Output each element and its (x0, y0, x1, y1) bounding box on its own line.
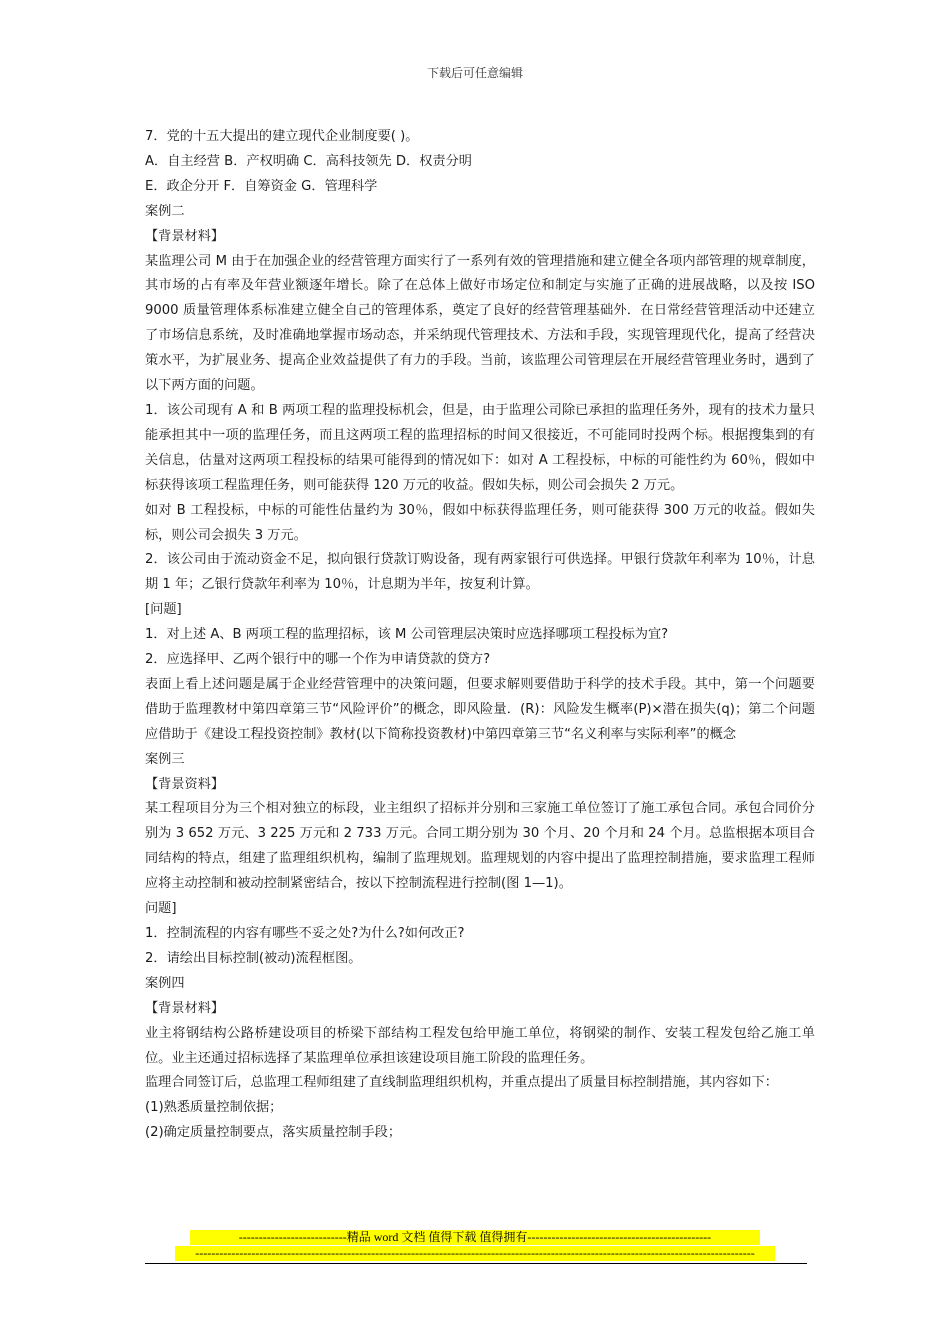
case-3-question-1: 1．控制流程的内容有哪些不妥之处?为什么?如何改正? (145, 926, 465, 941)
page-header: 下载后可任意编辑 (426, 66, 523, 80)
case-4-measure-1: (1)熟悉质量控制依据； (145, 1100, 283, 1116)
case-4-background-text: 业主将钢结构公路桥建设项目的桥梁下部结构工程发包给甲施工单位，将钢梁的制作、安装工程发包给乙施工单位。业主还通过招标选择了某监理单位承担该建设项目施工阶段的监理任务。 (145, 1025, 815, 1066)
options-a-d: A．自主经营 B．产权明确 C．高科技领先 D．权责分明 (145, 153, 472, 169)
case-2-background-heading: 【背景材料】 (145, 228, 225, 244)
case-3-background-heading: 【背景资料】 (145, 776, 225, 792)
case-4-title: 案例四 (145, 975, 185, 991)
case-3-title: 案例三 (145, 751, 185, 767)
case-2-question-2: 2．应选择甲、乙两个银行中的哪一个作为申请贷款的贷方? (145, 652, 491, 668)
document-body (145, 125, 815, 1146)
case-3-question-2: 2．请绘出目标控制(被动)流程框图。 (145, 950, 362, 966)
case-2-item-1-b: 如对 B 工程投标，中标的可能性估量约为 30％，假如中标获得监理任务，则可能获得 300 万元的收益。假如失标，则公司会损失 3 万元。 (145, 502, 815, 543)
case-3-questions-heading: 问题] (145, 901, 177, 917)
case-3-background-text: 某工程项目分为三个相对独立的标段，业主组织了招标并分别和三家施工单位签订了施工承包合同。承包合同价分别为 3 652 万元、3 225 万元和 2 733 万元。合同工期分别为 30 个月、20 个月和 24 个月。总监根据本项目合同结构的特点，组建了监理组织机构，编制了监理规划。监理规划的内容中提出了监理控制措施，要求监理工程师应将主动控制和被动控制紧密结合，按以下控制流程进行控制(图 1—1)。 (145, 801, 815, 892)
footer-banner: ---------------------------精品 word 文档 值得下载 值得拥有---------------------------------------------- (190, 1230, 760, 1245)
case-2-item-1: 1．该公司现有 A 和 B 两项工程的监理投标机会，但是，由于监理公司除已承担的监理任务外，现有的技术力量只能承担其中一项的监理任务，而且这两项工程的监理招标的时间又很接近，不可能同时投两个标。根据搜集到的有关信息，估量对这两项工程投标的结果可能得到的情况如下：如对 A 工程投标，中标的可能性约为 60％，假如中标获得该项工程监理任务，则可能获得 120 万元的收益。假如失标，则公司会损失 2 万元。 (145, 402, 815, 493)
case-2-background-text: 某监理公司 M 由于在加强企业的经营管理方面实行了一系列有效的管理措施和建立健全各项内部管理的规章制度，其市场的占有率及年营业额逐年增长。除了在总体上做好市场定位和制定与实施了正确的进展战略，以及按 ISO 9000 质量管理体系标准建立健全自己的管理体系，奠定了良好的经营管理基础外．在日常经营管理活动中还建立了市场信息系统，及时准确地掌握市场动态，并采纳现代管理技术、方法和手段，实现管理现代化，提高了经营决策水平，为扩展业务、提高企业效益提供了有力的手段。当前，该监理公司管理层在开展经营管理业务时，遇到了以下两方面的问题。 (145, 253, 815, 394)
case-2-item-2: 2．该公司由于流动资金不足，拟向银行贷款订购设备，现有两家银行可供选择。甲银行贷款年利率为 10％，计息期 1 年；乙银行贷款年利率为 10％，计息期为半年，按复利计算。 (145, 552, 815, 593)
case-4-measures-intro: 监理合同签订后，总监理工程师组建了直线制监理组织机构，并重点提出了质量目标控制措施，其内容如下： (145, 1075, 778, 1091)
question-7: 7．党的十五大提出的建立现代企业制度要( )。 (145, 129, 419, 144)
case-2-analysis: 表面上看上述问题是属于企业经营管理中的决策问题，但要求解则要借助于科学的技术手段。其中，第一个问题要借助于监理教材中第四章第三节“风险评价”的概念，即风险量．(R)：风险发生概率(P)×潜在损失(q)；第二个问题应借助于《建设工程投资控制》教材(以下简称投资教材)中第四章第三节“名义利率与实际利率”的概念 (145, 676, 815, 742)
case-4-measure-2: (2)确定质量控制要点，落实质量控制手段； (145, 1125, 402, 1141)
footer-rule (145, 1263, 807, 1264)
case-2-title: 案例二 (145, 203, 185, 219)
options-e-g: E．政企分开 F．自筹资金 G．管理科学 (145, 178, 378, 194)
case-4-background-heading: 【背景材料】 (145, 1000, 225, 1016)
footer-dash-line: -------------------------------------------------------------------------------------------------------------------------------------------- (175, 1246, 775, 1261)
case-2-questions-heading: [问题] (145, 602, 182, 618)
case-2-question-1: 1．对上述 A、B 两项工程的监理招标，该 M 公司管理层决策时应选择哪项工程投标为宜? (145, 627, 669, 643)
